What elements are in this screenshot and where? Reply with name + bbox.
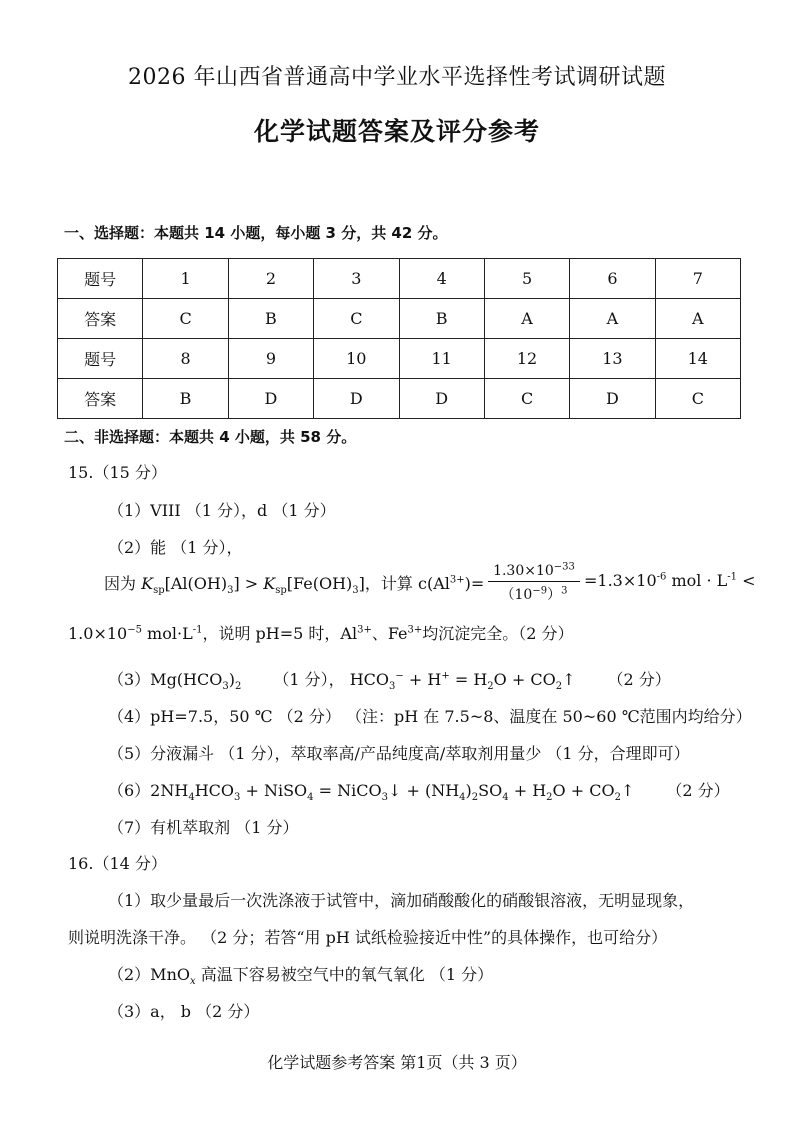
q15-part7: （7）有机萃取剂 （1 分） xyxy=(108,818,299,837)
table-cell: 5 xyxy=(484,259,569,299)
q15-part1: （1）VIII （1 分），d （1 分） xyxy=(108,501,336,520)
q16-part1-line1: （1）取少量最后一次洗涤液于试管中，滴加硝酸酸化的硝酸银溶液，无明显现象， xyxy=(108,891,695,910)
table-row xyxy=(58,259,741,299)
table-cell: 7 xyxy=(655,259,740,299)
section-heading-nonchoice: 二、非选择题：本题共 4 小题，共 58 分。 xyxy=(64,428,357,446)
table-cell: 1 xyxy=(143,259,228,299)
q15-part4: （4）pH=7.5，50 ℃ （2 分） （注：pH 在 7.5~8、温度在 50~60 ℃范围内均给分） xyxy=(108,707,752,726)
q16-part2: （2）MnO$_x$ 高温下容易被空气中的氧气氧化 （1 分） xyxy=(108,965,494,988)
ksp-fraction: $\frac{1.30\times 10^{-33}}{(10^{-9})^3}$ xyxy=(488,563,580,604)
q15-title: 15.（15 分） xyxy=(68,463,167,482)
table-cell: D xyxy=(570,379,655,419)
table-cell: C xyxy=(143,299,228,339)
table-cell: B xyxy=(228,299,313,339)
q16-title: 16.（14 分） xyxy=(68,854,167,873)
table-cell: 2 xyxy=(228,259,313,299)
section-heading-choice: 一、选择题：本题共 14 小题，每小题 3 分，共 42 分。 xyxy=(64,224,448,242)
page-title: 化学试题答案及评分参考 xyxy=(253,117,540,146)
table-cell: 10 xyxy=(314,339,399,379)
q15-part3: $(3)Mg(HCO_3)_2$ （1 分）， $HCO_3^- + H^+ = H_2O$ + $CO_2↑$ （2 分） xyxy=(108,670,671,693)
table-row-header: 题号 xyxy=(58,259,143,299)
table-cell: C xyxy=(314,299,399,339)
table-row xyxy=(58,299,741,339)
q16-part1-line2: 则说明洗涤干净。 （2 分；若答“用 pH 试纸检验接近中性”的具体操作，也可给分） xyxy=(68,928,668,947)
table-cell: 6 xyxy=(570,259,655,299)
q15-part2-reason: 因为 $K_{sp}[Al(OH)_3] > K_{sp}[Fe(OH)_3]$，计算 $c(Al^{3+})=$ xyxy=(104,574,485,597)
q15-part2-conclusion: $1.0\times 10^{-5}$ $mol\cdot L^{-1}$，说明 pH=5 时，$Al^{3+}$、$Fe^{3+}$均沉淀完全。（2 分） xyxy=(68,624,574,643)
q15-part6-equation: $(6)2NH_4HCO_3$ + NiSO$_4$ = NiCO$_3$↓ + $(NH_4)_2SO_4 + H_2O$ + $CO_2↑$ （2 分） xyxy=(108,781,730,804)
table-cell: 3 xyxy=(314,259,399,299)
table-cell: 12 xyxy=(484,339,569,379)
table-cell: 9 xyxy=(228,339,313,379)
answer-table xyxy=(57,258,741,419)
table-cell: 13 xyxy=(570,339,655,379)
table-row-header: 答案 xyxy=(58,299,143,339)
table-cell: C xyxy=(655,379,740,419)
table-cell: C xyxy=(484,379,569,419)
table-cell: D xyxy=(314,379,399,419)
table-row-header: 答案 xyxy=(58,379,143,419)
table-row xyxy=(58,379,741,419)
table-cell: D xyxy=(399,379,484,419)
table-cell: A xyxy=(484,299,569,339)
q15-part5: （5）分液漏斗 （1 分），萃取率高/产品纯度高/萃取剂用量少 （1 分，合理即可） xyxy=(108,744,690,763)
page-footer: 化学试题参考答案 第1页（共 3 页） xyxy=(267,1053,527,1072)
table-cell: 11 xyxy=(399,339,484,379)
table-cell: A xyxy=(570,299,655,339)
exam-title: 2026 年山西省普通高中学业水平选择性考试调研试题 xyxy=(128,65,666,90)
table-cell: 8 xyxy=(143,339,228,379)
table-cell: D xyxy=(228,379,313,419)
table-row-header: 题号 xyxy=(58,339,143,379)
table-cell: 14 xyxy=(655,339,740,379)
table-cell: B xyxy=(399,299,484,339)
table-row xyxy=(58,339,741,379)
q16-part3: （3）a， b （2 分） xyxy=(108,1002,260,1021)
table-cell: B xyxy=(143,379,228,419)
q15-part2-result: $=1.3\times 10^{-6}$ mol · $L^{-1}$ < xyxy=(584,571,756,590)
q15-part2: （2）能 （1 分）， xyxy=(108,538,243,557)
table-cell: A xyxy=(655,299,740,339)
table-cell: 4 xyxy=(399,259,484,299)
